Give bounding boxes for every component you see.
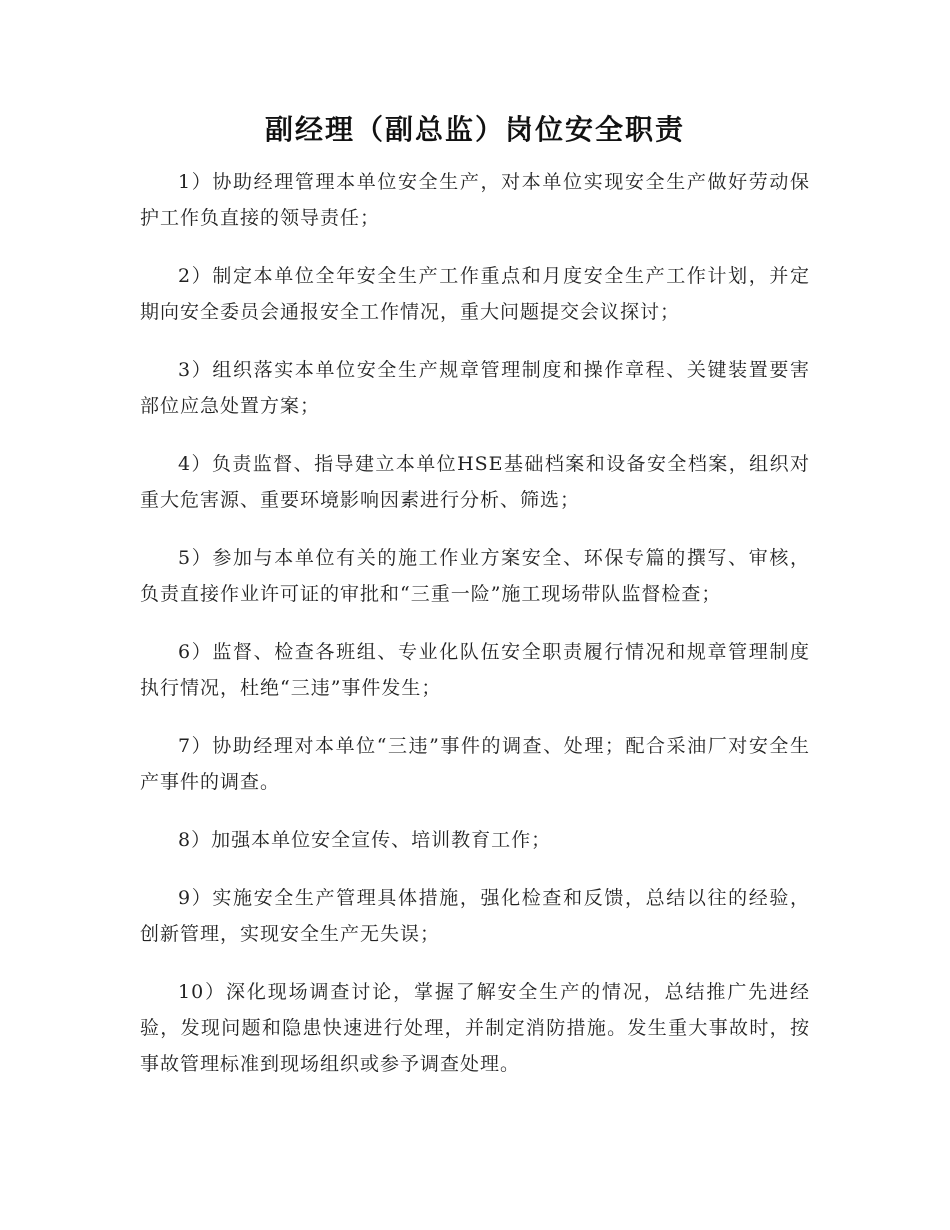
duty-paragraph-3: 3）组织落实本单位安全生产规章管理制度和操作章程、关键装置要害部位应急处置方案；: [140, 359, 810, 417]
document-body: [140, 164, 810, 1104]
duty-paragraph-9: 9）实施安全生产管理具体措施，强化检查和反馈，总结以往的经验，创新管理，实现安全生产无失误；: [140, 887, 810, 945]
duty-paragraph-1: 1）协助经理管理本单位安全生产，对本单位实现安全生产做好劳动保护工作负直接的领导责任；: [140, 171, 810, 229]
duty-paragraph-6: 6）监督、检查各班组、专业化队伍安全职责履行情况和规章管理制度执行情况，杜绝“三违”事件发生；: [140, 641, 810, 699]
duty-paragraph-2: 2）制定本单位全年安全生产工作重点和月度安全生产工作计划，并定期向安全委员会通报安全工作情况，重大问题提交会议探讨；: [140, 265, 810, 323]
duty-paragraph-5: 5）参加与本单位有关的施工作业方案安全、环保专篇的撰写、审核，负责直接作业许可证的审批和“三重一险”施工现场带队监督检查；: [140, 547, 810, 605]
document-title: 副经理（副总监）岗位安全职责: [264, 113, 685, 146]
duty-paragraph-10: 10）深化现场调查讨论，掌握了解安全生产的情况，总结推广先进经验，发现问题和隐患快速进行处理，并制定消防措施。发生重大事故时，按事故管理标准到现场组织或参予调查处理。: [140, 981, 810, 1075]
duty-paragraph-4: 4）负责监督、指导建立本单位HSE基础档案和设备安全档案，组织对重大危害源、重要环境影响因素进行分析、筛选；: [140, 453, 810, 511]
duty-paragraph-8: 8）加强本单位安全宣传、培训教育工作；: [178, 829, 552, 851]
duty-paragraph-7: 7）协助经理对本单位“三违”事件的调查、处理；配合采油厂对安全生产事件的调查。: [140, 735, 810, 793]
